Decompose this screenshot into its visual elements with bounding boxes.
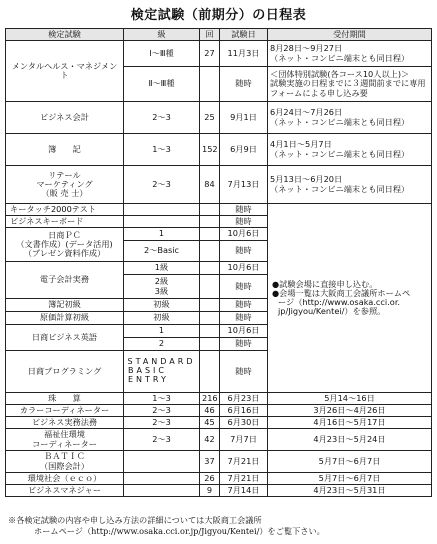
grade-cell: Ⅱ～Ⅲ種 (124, 67, 200, 102)
grade-cell (124, 473, 200, 485)
period-cell (268, 67, 432, 102)
count-cell: 25 (200, 102, 220, 134)
exam-name: 珠 算 (6, 393, 124, 405)
table-row (6, 473, 432, 485)
page-title: 検定試験（前期分）の日程表 (130, 8, 307, 23)
exam-name: メンタルヘルス・マネジメント (6, 41, 124, 102)
date-cell: 9月1日 (220, 102, 268, 134)
count-cell (200, 262, 220, 275)
exam-name (6, 451, 124, 473)
count-cell (200, 299, 220, 312)
count-cell (200, 338, 220, 351)
grade-cell: 2～3 (124, 102, 200, 134)
count-cell: 152 (200, 134, 220, 166)
grade-cell: 2～3 (124, 405, 200, 417)
table-row (6, 405, 432, 417)
date-cell: 随時 (220, 338, 268, 351)
table-row (6, 166, 432, 204)
count-cell (200, 67, 220, 102)
count-cell (200, 204, 220, 216)
date-cell: 随時 (220, 299, 268, 312)
side-note-line: ●会場一覧は大阪商工会議所ホームペ (272, 287, 411, 298)
exam-name: ビジネス実務法務 (6, 417, 124, 429)
table-row (6, 204, 432, 216)
count-cell (200, 351, 220, 393)
date-cell: 随時 (220, 204, 268, 216)
period-cell (268, 102, 432, 134)
grade-line: 3級 (154, 285, 169, 296)
period-line: 5月13日～6月20日 (270, 174, 343, 185)
period-cell: 4月16日～5月17日 (268, 417, 432, 429)
count-cell (200, 275, 220, 299)
exam-name-line: リテール (48, 169, 81, 180)
side-note (268, 204, 432, 393)
table-row (6, 429, 432, 451)
count-cell: 45 (200, 417, 220, 429)
exam-name: 簿 記 (6, 134, 124, 166)
count-cell: 9 (200, 485, 220, 497)
date-cell: 11月3日 (220, 41, 268, 67)
exam-name-line: 日商ＰＣ (48, 229, 81, 240)
date-cell: 10月6日 (220, 325, 268, 338)
exam-name: 環境社会（ｅｃｏ） (6, 473, 124, 485)
exam-name-line: ＢＡＴＩＣ (44, 451, 85, 462)
table-header-row (6, 29, 432, 41)
period-line: 8月28日～9月27日 (270, 43, 343, 54)
period-line: （ネット・コンビニ端末とも同日程） (270, 148, 410, 159)
table-row (6, 417, 432, 429)
period-cell: 5月7日～6月7日 (268, 473, 432, 485)
exam-name: 簿記初級 (6, 299, 124, 312)
grade-cell (124, 275, 200, 299)
exam-name-line: （文書作成）(データ活用) (16, 238, 113, 249)
table-row (6, 451, 432, 473)
date-cell: 7月7日 (220, 429, 268, 451)
table-row (6, 134, 432, 166)
period-cell (268, 166, 432, 204)
count-cell (200, 241, 220, 262)
period-line: （ネット・コンビニ端末とも同日程） (270, 183, 410, 194)
grade-cell: Ⅰ～Ⅲ種 (124, 41, 200, 67)
header-period: 受付期間 (268, 29, 432, 41)
side-note-line: ージ（http://www.osaka.cci.or. (278, 297, 401, 307)
date-cell: 随時 (220, 241, 268, 262)
grade-line: STANDARD (127, 357, 196, 367)
exam-name: キータッチ2000テスト (6, 204, 124, 216)
grade-cell (124, 451, 200, 473)
date-cell: 6月9日 (220, 134, 268, 166)
grade-line: ENTRY (128, 374, 169, 384)
header-date: 試験日 (220, 29, 268, 41)
period-cell: 4月23日～5月31日 (268, 485, 432, 497)
side-note-line: ●試験会場に直接申し込む。 (272, 278, 378, 289)
count-cell: 46 (200, 405, 220, 417)
date-cell: 随時 (220, 275, 268, 299)
grade-cell: 2～3 (124, 429, 200, 451)
date-cell: 7月21日 (220, 451, 268, 473)
exam-name: 電子会計実務 (6, 262, 124, 299)
exam-name: ビジネスキーボード (6, 216, 124, 228)
date-cell: 6月30日 (220, 417, 268, 429)
grade-cell: 2～Basic (124, 241, 200, 262)
table-row (6, 102, 432, 134)
count-cell (200, 325, 220, 338)
exam-name (6, 166, 124, 204)
period-cell (268, 41, 432, 67)
date-cell: 随時 (220, 67, 268, 102)
period-line: （ネット・コンビニ端末とも同日程） (270, 52, 410, 63)
exam-name-line: （国際会計） (39, 460, 90, 471)
grade-cell (124, 485, 200, 497)
count-cell (200, 228, 220, 241)
exam-name-line: マーケティング (36, 178, 93, 189)
date-cell: 7月14日 (220, 485, 268, 497)
grade-cell (124, 204, 200, 216)
date-cell: 6月23日 (220, 393, 268, 405)
date-cell: 随時 (220, 351, 268, 393)
side-note-line: jp/Jigyou/Kentei/）を参照。 (278, 306, 386, 317)
grade-cell: 1級 (124, 262, 200, 275)
exam-name: 日商プログラミング (6, 351, 124, 393)
date-cell: 7月21日 (220, 473, 268, 485)
date-cell: 10月6日 (220, 228, 268, 241)
table-row (6, 485, 432, 497)
period-line: （ネット・コンビニ端末とも同日程） (270, 116, 410, 127)
exam-name: ビジネスマネジャー (6, 485, 124, 497)
exam-name: 原価計算初級 (6, 312, 124, 325)
date-cell: 随時 (220, 216, 268, 228)
grade-line: BASIC (128, 366, 167, 376)
exam-schedule-table (5, 28, 432, 497)
grade-cell: 1 (124, 228, 200, 241)
count-cell: 84 (200, 166, 220, 204)
date-cell: 10月6日 (220, 262, 268, 275)
exam-name: カラーコーディネーター (6, 405, 124, 417)
date-cell: 7月13日 (220, 166, 268, 204)
grade-cell: 1 (124, 325, 200, 338)
period-line: フォームによる申し込み要 (270, 87, 368, 98)
period-cell: 5月14～16日 (268, 393, 432, 405)
grade-cell: 2 (124, 338, 200, 351)
count-cell: 27 (200, 41, 220, 67)
header-count: 回 (200, 29, 220, 41)
grade-cell: 2～3 (124, 166, 200, 204)
date-cell: 随時 (220, 312, 268, 325)
header-exam: 検定試験 (6, 29, 124, 41)
grade-cell: 1～3 (124, 134, 200, 166)
count-cell: 26 (200, 473, 220, 485)
grade-cell: 初級 (124, 312, 200, 325)
footnote-line: ※各検定試験の内容や申し込み方法の詳細については大阪商工会議所 (8, 515, 262, 525)
period-line: 6月24日～7月26日 (270, 107, 343, 118)
footnote-line: ホームページ（http://www.osaka.cci.or.jp/Jigyou/Kentei/）をご覧下さい。 (34, 525, 325, 536)
count-cell: 216 (200, 393, 220, 405)
exam-name (6, 429, 124, 451)
exam-name (6, 228, 124, 262)
exam-name-line: （販 売 士） (41, 188, 88, 199)
period-line: 4月1日～5月7日 (270, 139, 332, 150)
exam-name-line: コーディネーター (32, 438, 97, 449)
count-cell: 42 (200, 429, 220, 451)
period-cell: 3月26日～4月26日 (268, 405, 432, 417)
grade-line: 2級 (154, 276, 169, 287)
header-grade: 級 (124, 29, 200, 41)
count-cell (200, 312, 220, 325)
period-cell: 4月23日～5月24日 (268, 429, 432, 451)
grade-cell (124, 216, 200, 228)
exam-name: ビジネス会計 (6, 102, 124, 134)
grade-cell: 初級 (124, 299, 200, 312)
count-cell (200, 216, 220, 228)
date-cell: 6月16日 (220, 405, 268, 417)
table-row (6, 41, 432, 67)
exam-name-line: （プレゼン資料作成） (23, 248, 106, 259)
period-cell: 5月7日～6月7日 (268, 451, 432, 473)
period-line: 試験実施の日程までに３週間前までに専用 (270, 78, 426, 89)
period-cell (268, 134, 432, 166)
grade-cell: 1～3 (124, 393, 200, 405)
count-cell: 37 (200, 451, 220, 473)
table-row (6, 393, 432, 405)
footnote (8, 515, 433, 536)
grade-cell (124, 351, 200, 393)
period-line: ＜団体特別試験(各コース10人以上)＞ (270, 69, 410, 80)
grade-cell: 2～3 (124, 417, 200, 429)
exam-name-line: 福祉住環境 (44, 429, 85, 440)
exam-name: 日商ビジネス英語 (6, 325, 124, 351)
